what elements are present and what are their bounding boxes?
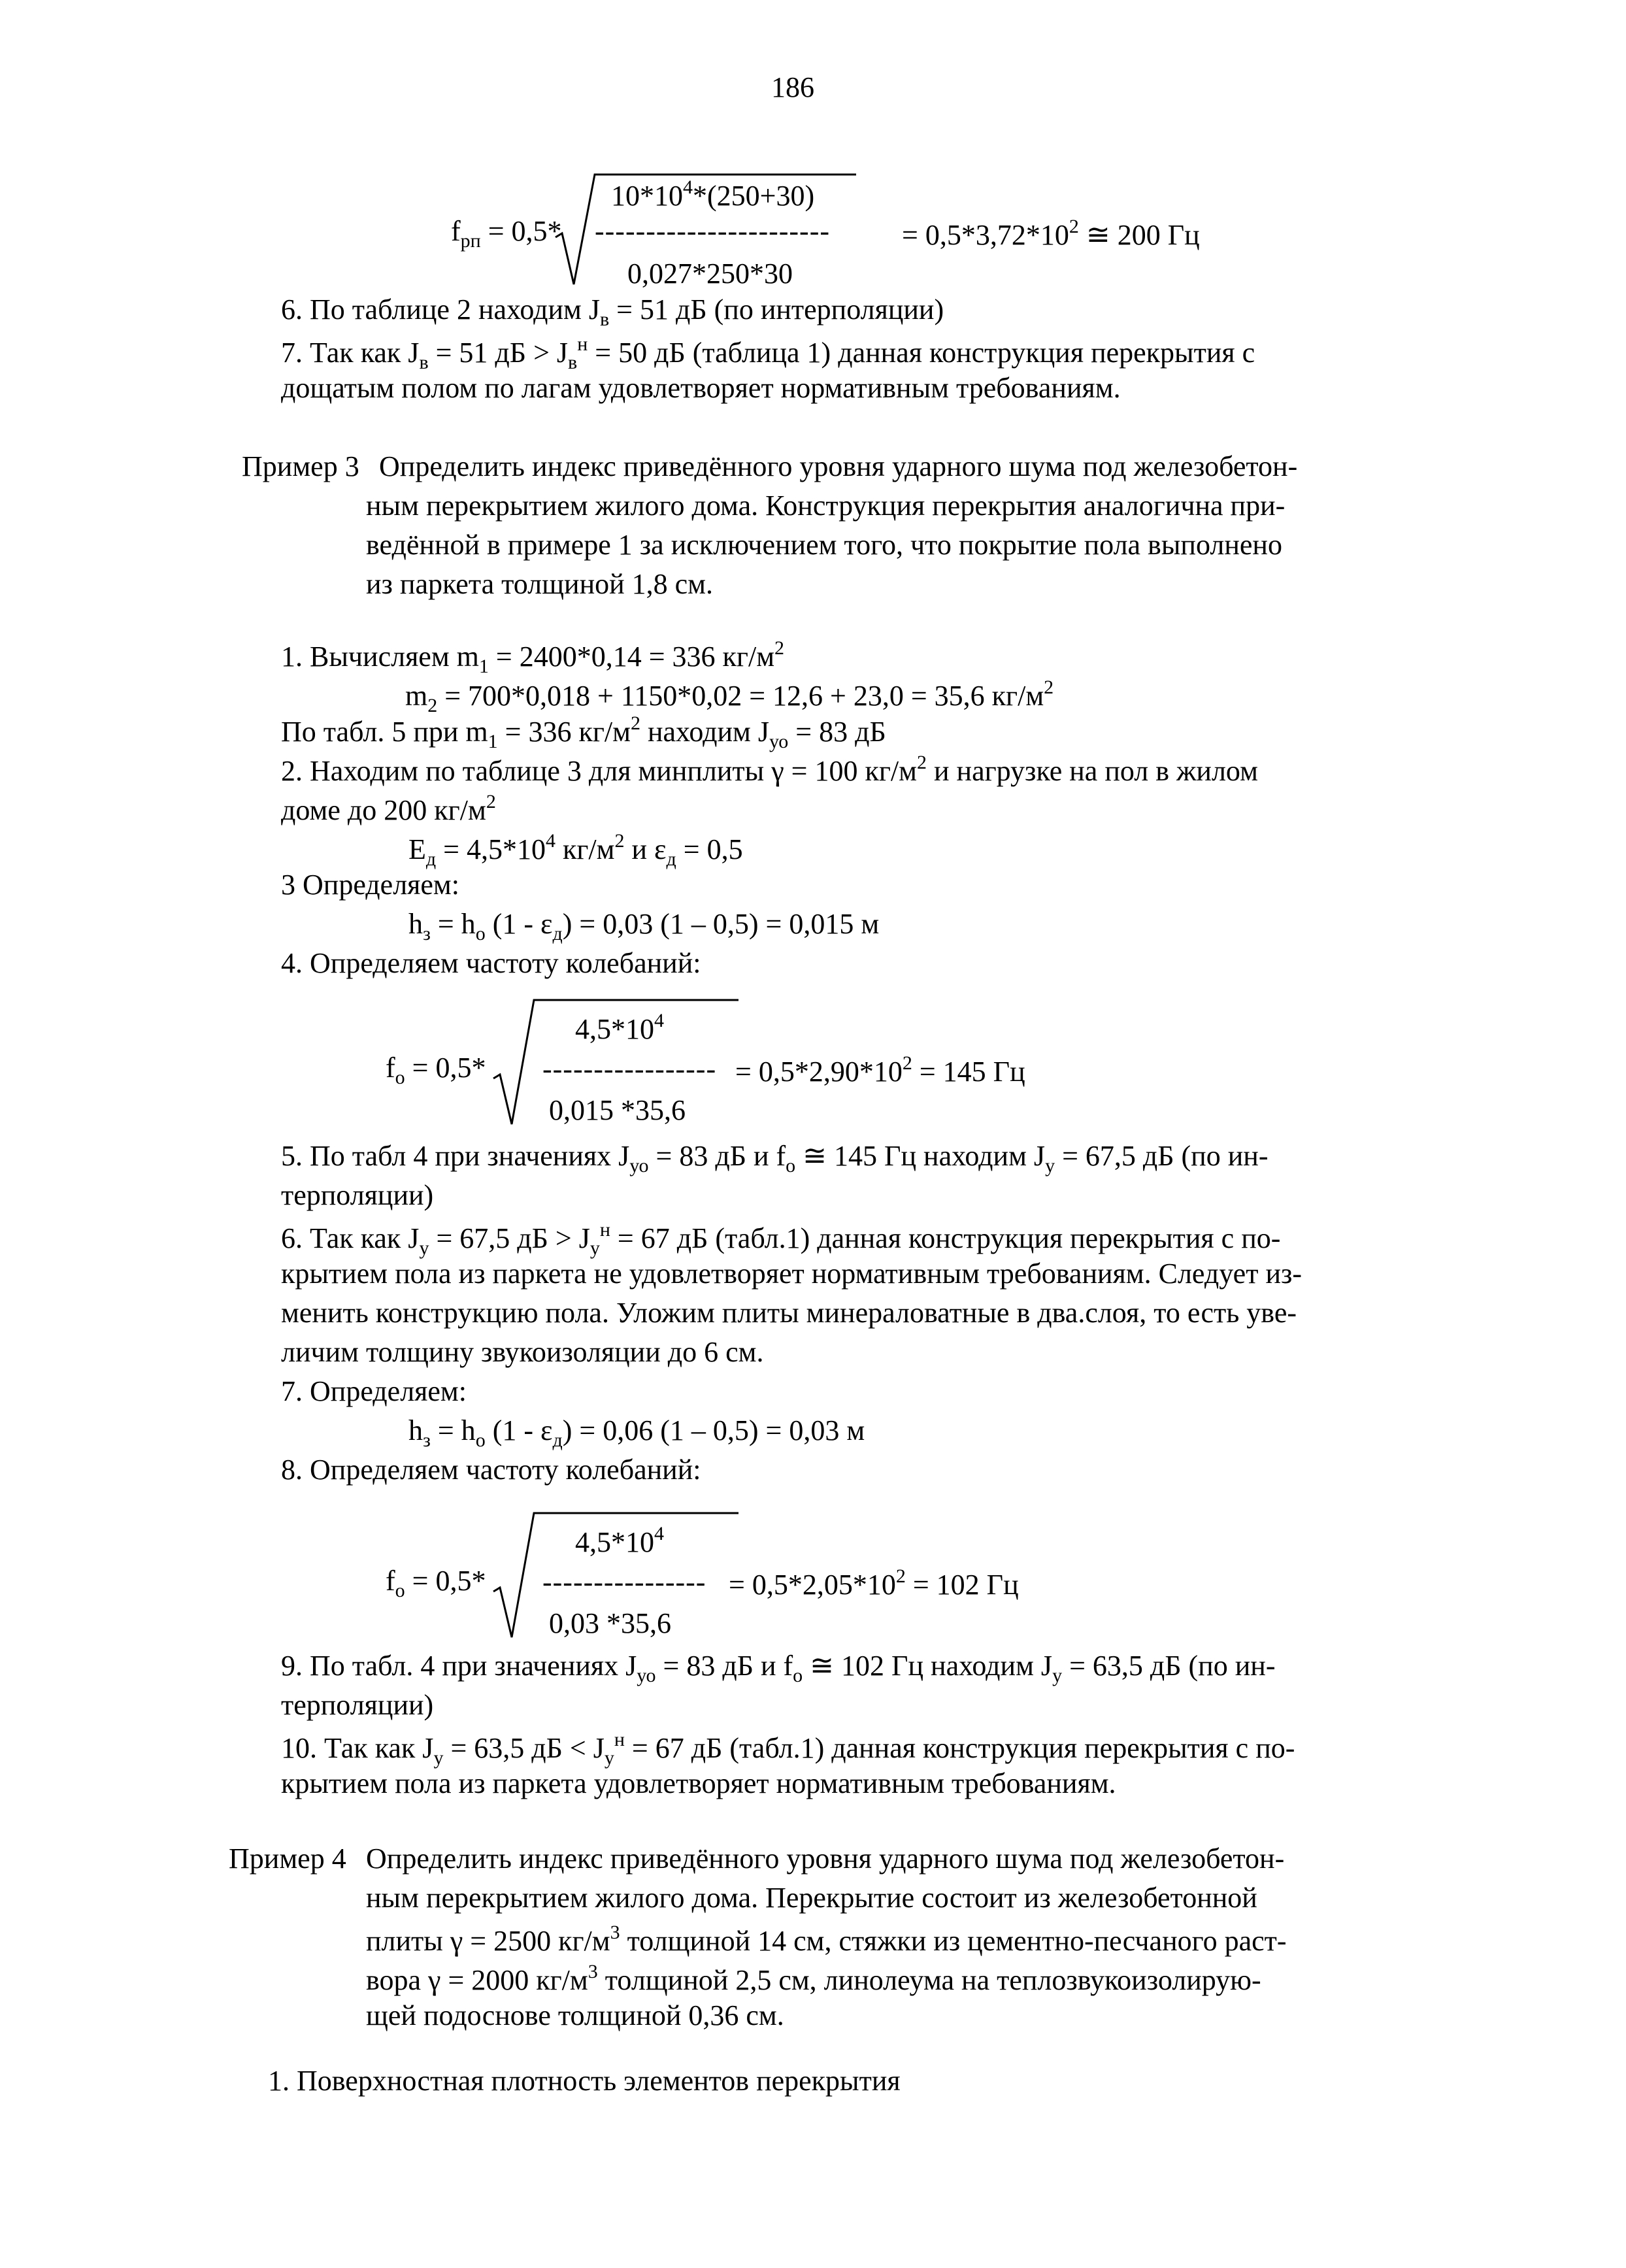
step-4: 4. Определяем частоту колебаний: [281, 947, 701, 979]
formula-2-lhs: $f_o = 0,5*$ [386, 1052, 486, 1088]
step-10-line-2: крытием пола из паркета удовлетворяет нормативным требованиям. [281, 1767, 1116, 1799]
page-number: 186 [771, 71, 814, 103]
example-3-line-2: ным перекрытием жилого дома. Конструкция перекрытия аналогична при- [366, 490, 1286, 522]
step-1-m2: $m_2 = 700*0,018 + 1150*0,02 = 12,6 + 23,0 = 35,6$ $кг/м^2$ [405, 676, 1054, 716]
step-2-line-2: доме до 200 $кг/м^2$ [281, 791, 496, 826]
example-3-line-4: из паркета толщиной 1,8 см. [366, 568, 714, 600]
formula-1-rhs: = $0,5*3,72*10^2$ ≅ 200 Гц [902, 216, 1200, 251]
example-4-line-5: щей подоснове толщиной 0,36 см. [366, 1999, 784, 2031]
formula-1-dashes: ----------------------- [595, 215, 831, 247]
example-4-line-3: плиты γ = 2500 $кг/м^3$ толщиной 14 см, стяжки из цементно-песчаного раст- [366, 1922, 1287, 1957]
step-8: 8. Определяем частоту колебаний: [281, 1454, 701, 1486]
step-7-line-2: дощатым полом по лагам удовлетворяет нормативным требованиям. [281, 372, 1121, 404]
step-5: 5. По табл 4 при значениях $J_{уо} = 83$ дБ и $f_o$ ≅ 145 Гц находим $J_у = 67,5$ дБ (по ин- [281, 1140, 1269, 1176]
formula-2-denominator: 0,015 *35,6 [549, 1094, 686, 1126]
step-7: 7. Так как $J_в = 51$ дБ > $J_в^н = 50$ дБ (таблица 1) данная конструкция перекрытия с [281, 333, 1255, 373]
example-4-line-2: ным перекрытием жилого дома. Перекрытие состоит из железобетонной [366, 1882, 1257, 1914]
formula-2-dashes: ----------------- [542, 1053, 717, 1085]
step-1: 1. Вычисляем $m_1 = 2400*0,14 = 336$ $кг/м^2$ [281, 637, 785, 677]
formula-3-rhs: = $0,5*2,05*10^2 = 102$ Гц [729, 1565, 1019, 1601]
step-7b: 7. Определяем: [281, 1375, 467, 1407]
step-5-line-2: терполяции) [281, 1179, 434, 1211]
formula-3-lhs: $f_o = 0,5*$ [386, 1565, 486, 1601]
example-3-line-1: Определить индекс приведённого уровня ударного шума под железобетон- [379, 450, 1298, 482]
example-4-line-1: Определить индекс приведённого уровня ударного шума под железобетон- [366, 1843, 1285, 1875]
step-6b: 6. Так как $J_у = 67,5$ дБ > $J_у^н = 67$ дБ (табл.1) данная конструкция перекрытия с по- [281, 1219, 1281, 1259]
step-10: 10. Так как $J_у = 63,5$ дБ < $J_у^н = 67$ дБ (табл.1) данная конструкция перекрытия с по- [281, 1729, 1295, 1769]
example-3-line-3: ведённой в примере 1 за исключением того, что покрытие пола выполнено [366, 529, 1282, 561]
formula-1-lhs: $f_{рп} = 0,5*$ [451, 215, 562, 252]
example-4-line-4: вора γ = 2000 $кг/м^3$ толщиной 2,5 см, линолеума на теплозвукоизолирую- [366, 1961, 1261, 1996]
step-6: 6. По таблице 2 находим $J_в = 51$ дБ (по интерполяции) [281, 293, 944, 330]
step-6b-line-4: личим толщину звукоизоляции до 6 см. [281, 1336, 764, 1368]
step-2-values: $Е_д = 4,5*10^4$ $кг/м^2$ и $\varepsilon_д = 0,5$ [408, 830, 743, 870]
formula-3-denominator: 0,03 *35,6 [549, 1607, 671, 1639]
step-9: 9. По табл. 4 при значениях $J_{уо} = 83$ дБ и $f_o$ ≅ 102 Гц находим $J_у = 63,5$ дБ (по ин- [281, 1650, 1276, 1686]
formula-3-dashes: ---------------- [542, 1566, 706, 1598]
step-1-table: По табл. 5 при $m_1 = 336$ $кг/м^2$ находим $J_{уо} = 83$ дБ [281, 712, 886, 752]
step-6b-line-3: менить конструкцию пола. Уложим плиты минераловатные в два.слоя, то есть уве- [281, 1297, 1297, 1329]
example-4-label: Пример 4 [229, 1843, 346, 1875]
formula-1-denominator: 0,027*250*30 [627, 258, 793, 290]
surface-density-step: 1. Поверхностная плотность элементов перекрытия [268, 2065, 901, 2097]
step-6b-line-2: крытием пола из паркета не удовлетворяет нормативным требованиям. Следует из- [281, 1258, 1302, 1290]
example-3-label: Пример 3 [242, 450, 359, 482]
formula-2-rhs: = $0,5*2,90*10^2 = 145$ Гц [735, 1052, 1025, 1088]
formula-2-numerator: $4,5*10^4$ [575, 1010, 664, 1045]
step-3: 3 Определяем: [281, 869, 459, 901]
step-9-line-2: терполяции) [281, 1689, 434, 1721]
step-3-formula: $h_з = h_o$ $(1 - \varepsilon_д) = 0,03$ (1 – 0,5) = 0,015 м [408, 908, 880, 944]
step-2: 2. Находим по таблице 3 для минплиты γ = 100 $кг/м^2$ и нагрузке на пол в жилом [281, 752, 1258, 787]
formula-1-numerator: $10*10^4*(250+30)$ [611, 176, 815, 212]
formula-3-numerator: $4,5*10^4$ [575, 1523, 664, 1558]
step-7b-formula: $h_з = h_o$ $(1 - \varepsilon_д) = 0,06$ (1 – 0,5) = 0,03 м [408, 1414, 865, 1451]
